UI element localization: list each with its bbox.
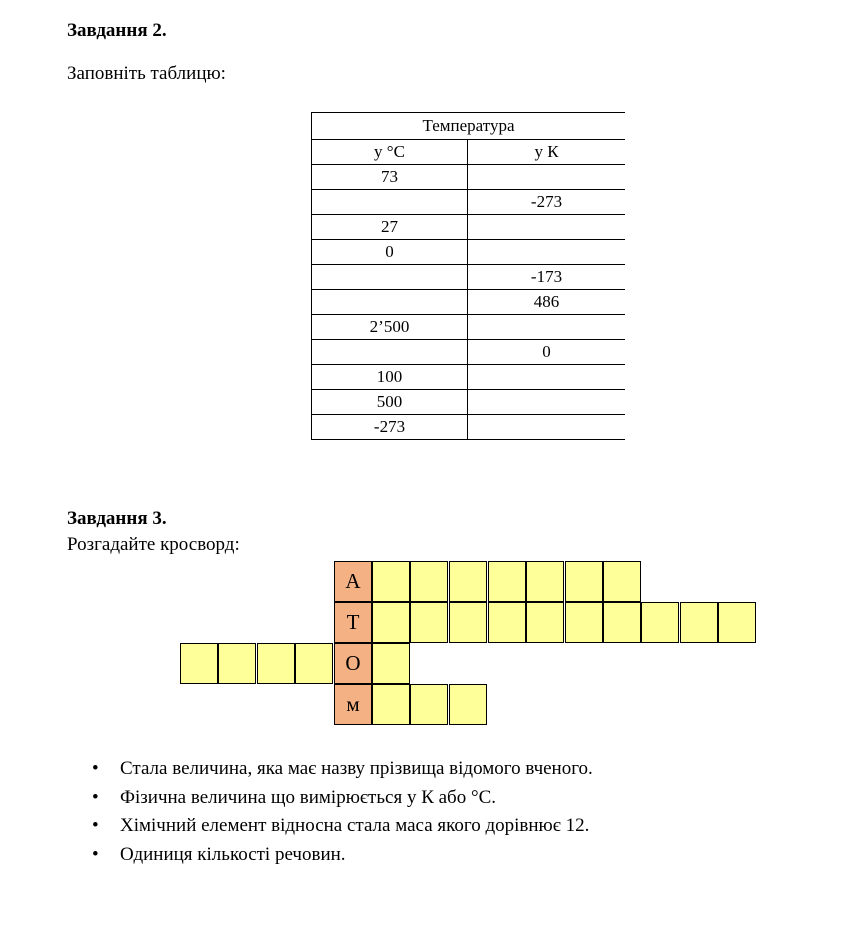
celsius-cell: 0 [312, 240, 468, 265]
crossword-cell[interactable] [372, 602, 410, 643]
crossword-cell[interactable] [526, 561, 564, 602]
crossword-cell[interactable] [565, 602, 603, 643]
task2-heading: Завдання 2. [67, 20, 167, 41]
crossword-cell[interactable] [180, 643, 218, 684]
crossword-cell[interactable] [488, 561, 526, 602]
crossword-cell[interactable] [680, 602, 718, 643]
table-row [312, 240, 626, 265]
table-title-row [312, 113, 626, 140]
crossword-cell[interactable] [372, 561, 410, 602]
kelvin-cell [468, 165, 626, 190]
crossword-cell[interactable] [410, 684, 448, 725]
crossword-cell[interactable] [718, 602, 756, 643]
table-row [312, 165, 626, 190]
crossword-key-cell: О [334, 643, 372, 684]
table-header-row [312, 140, 626, 165]
crossword-key-cell: А [334, 561, 372, 602]
kelvin-cell [468, 390, 626, 415]
crossword-cell[interactable] [449, 602, 487, 643]
crossword-cell[interactable] [641, 602, 679, 643]
table-row [312, 365, 626, 390]
crossword-cell[interactable] [372, 643, 410, 684]
crossword-cell[interactable] [257, 643, 295, 684]
table-row [312, 415, 626, 440]
crossword-cell[interactable] [410, 602, 448, 643]
crossword-cell[interactable] [295, 643, 333, 684]
column-header-celsius: у °С [312, 140, 468, 165]
celsius-cell [312, 340, 468, 365]
celsius-cell [312, 290, 468, 315]
celsius-cell: 2’500 [312, 315, 468, 340]
crossword-cell[interactable] [218, 643, 256, 684]
task2-instruction: Заповніть таблицю: [67, 63, 226, 84]
kelvin-cell [468, 365, 626, 390]
clue-item: • Стала величина, яка має назву прізвища відомого вченого. [120, 755, 593, 784]
crossword-cell[interactable] [603, 561, 641, 602]
crossword-cell[interactable] [372, 684, 410, 725]
celsius-cell: 27 [312, 215, 468, 240]
table-row [312, 315, 626, 340]
table-row [312, 265, 626, 290]
crossword-cell[interactable] [410, 561, 448, 602]
crossword-key-cell: Т [334, 602, 372, 643]
temperature-table [311, 112, 625, 440]
celsius-cell: 73 [312, 165, 468, 190]
table-row [312, 290, 626, 315]
crossword-cell[interactable] [449, 561, 487, 602]
table-title: Температура [312, 113, 626, 140]
crossword-key-cell: м [334, 684, 372, 725]
celsius-cell: 500 [312, 390, 468, 415]
clue-item: • Хімічний елемент відносна стала маса якого дорівнює 12. [120, 812, 593, 841]
table-row [312, 190, 626, 215]
crossword-cell[interactable] [488, 602, 526, 643]
kelvin-cell: -273 [468, 190, 626, 215]
kelvin-cell [468, 315, 626, 340]
clue-list [70, 755, 593, 869]
celsius-cell: 100 [312, 365, 468, 390]
crossword-cell[interactable] [603, 602, 641, 643]
task3-instruction: Розгадайте кросворд: [67, 534, 240, 555]
table-row [312, 340, 626, 365]
kelvin-cell [468, 240, 626, 265]
crossword-cell[interactable] [449, 684, 487, 725]
crossword-cell[interactable] [526, 602, 564, 643]
kelvin-cell: 0 [468, 340, 626, 365]
kelvin-cell: -173 [468, 265, 626, 290]
kelvin-cell [468, 415, 626, 440]
celsius-cell: -273 [312, 415, 468, 440]
kelvin-cell: 486 [468, 290, 626, 315]
kelvin-cell [468, 215, 626, 240]
celsius-cell [312, 265, 468, 290]
clue-item: • Одиниця кількості речовин. [120, 841, 593, 870]
crossword-cell[interactable] [565, 561, 603, 602]
table-row [312, 390, 626, 415]
task3-heading: Завдання 3. [67, 508, 167, 529]
column-header-kelvin: у К [468, 140, 626, 165]
celsius-cell [312, 190, 468, 215]
table-row [312, 215, 626, 240]
clue-item: • Фізична величина що вимірюється у К або °С. [120, 784, 593, 813]
